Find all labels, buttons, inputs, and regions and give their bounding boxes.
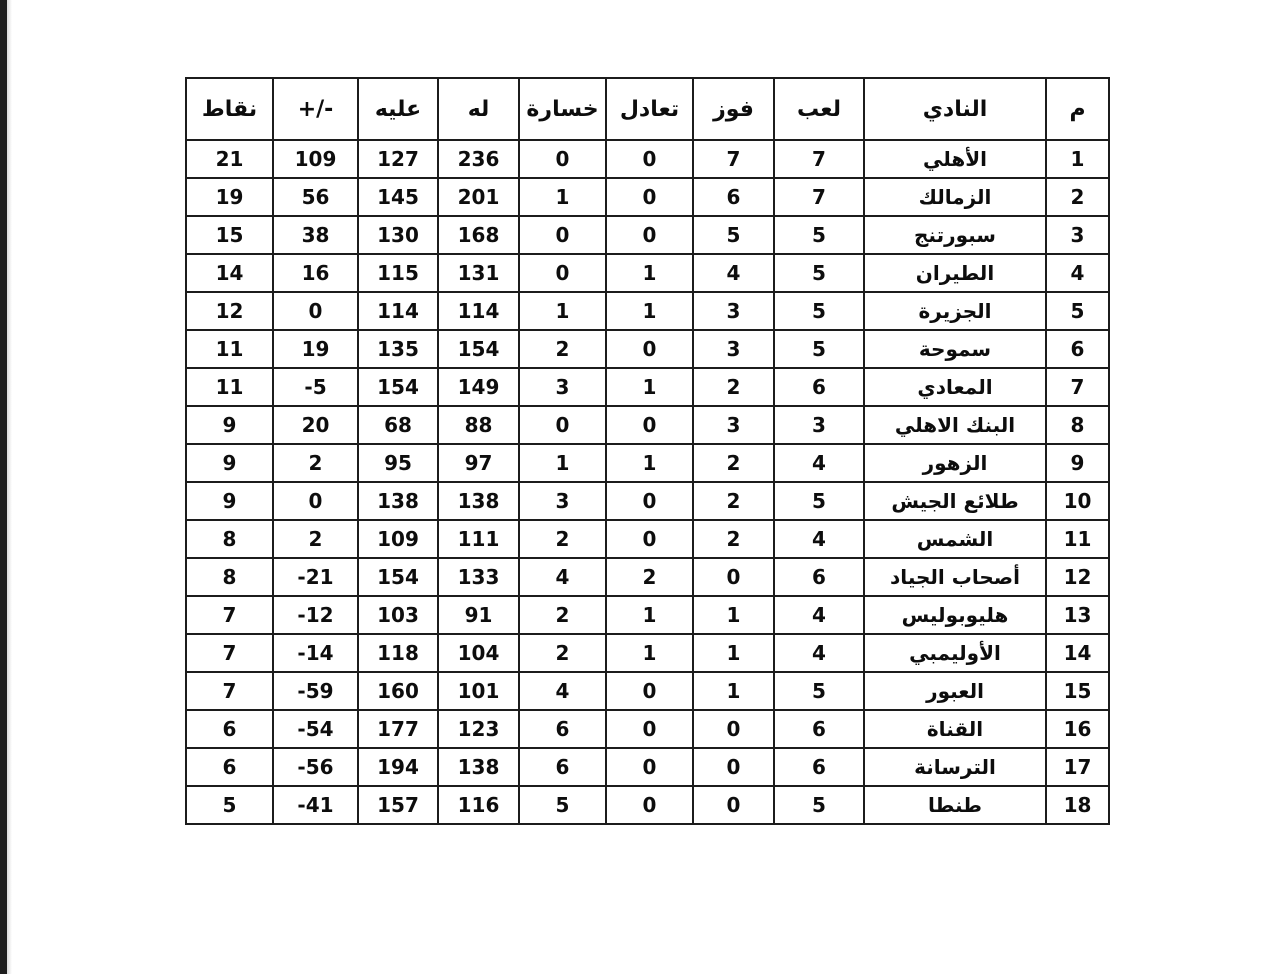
cell-wins: 1 bbox=[693, 596, 774, 634]
cell-losses: 2 bbox=[519, 330, 606, 368]
cell-against: 118 bbox=[358, 634, 438, 672]
cell-draws: 1 bbox=[606, 368, 693, 406]
cell-diff: -14 bbox=[273, 634, 358, 672]
cell-wins: 6 bbox=[693, 178, 774, 216]
table-row bbox=[186, 406, 1109, 444]
table-row bbox=[186, 292, 1109, 330]
cell-for: 138 bbox=[438, 748, 519, 786]
cell-points: 21 bbox=[186, 140, 273, 178]
cell-diff: -5 bbox=[273, 368, 358, 406]
page-left-edge-shadow bbox=[7, 0, 12, 974]
cell-wins: 2 bbox=[693, 520, 774, 558]
cell-wins: 4 bbox=[693, 254, 774, 292]
cell-played: 4 bbox=[774, 444, 864, 482]
cell-rank: 8 bbox=[1046, 406, 1109, 444]
cell-club: المعادي bbox=[864, 368, 1046, 406]
table-row bbox=[186, 558, 1109, 596]
cell-against: 130 bbox=[358, 216, 438, 254]
cell-diff: -21 bbox=[273, 558, 358, 596]
table-row bbox=[186, 368, 1109, 406]
cell-for: 138 bbox=[438, 482, 519, 520]
cell-draws: 0 bbox=[606, 748, 693, 786]
cell-points: 19 bbox=[186, 178, 273, 216]
cell-draws: 0 bbox=[606, 178, 693, 216]
cell-played: 7 bbox=[774, 140, 864, 178]
cell-draws: 0 bbox=[606, 216, 693, 254]
table-row bbox=[186, 140, 1109, 178]
cell-losses: 1 bbox=[519, 178, 606, 216]
cell-wins: 0 bbox=[693, 558, 774, 596]
cell-diff: 56 bbox=[273, 178, 358, 216]
cell-rank: 6 bbox=[1046, 330, 1109, 368]
cell-points: 9 bbox=[186, 482, 273, 520]
header-goals-for: له bbox=[438, 78, 519, 140]
cell-club: الزمالك bbox=[864, 178, 1046, 216]
cell-points: 6 bbox=[186, 710, 273, 748]
cell-for: 168 bbox=[438, 216, 519, 254]
cell-against: 114 bbox=[358, 292, 438, 330]
cell-wins: 3 bbox=[693, 330, 774, 368]
cell-for: 114 bbox=[438, 292, 519, 330]
cell-against: 109 bbox=[358, 520, 438, 558]
cell-played: 5 bbox=[774, 330, 864, 368]
table-row bbox=[186, 444, 1109, 482]
standings-body bbox=[186, 140, 1109, 824]
page-left-edge-strip bbox=[0, 0, 7, 974]
cell-club: البنك الاهلي bbox=[864, 406, 1046, 444]
cell-played: 3 bbox=[774, 406, 864, 444]
table-row bbox=[186, 710, 1109, 748]
cell-against: 145 bbox=[358, 178, 438, 216]
cell-played: 7 bbox=[774, 178, 864, 216]
cell-played: 6 bbox=[774, 368, 864, 406]
cell-draws: 1 bbox=[606, 254, 693, 292]
cell-against: 157 bbox=[358, 786, 438, 824]
header-losses: خسارة bbox=[519, 78, 606, 140]
cell-rank: 2 bbox=[1046, 178, 1109, 216]
cell-played: 6 bbox=[774, 710, 864, 748]
table-row bbox=[186, 748, 1109, 786]
cell-diff: 38 bbox=[273, 216, 358, 254]
cell-rank: 16 bbox=[1046, 710, 1109, 748]
cell-played: 5 bbox=[774, 216, 864, 254]
table-row bbox=[186, 254, 1109, 292]
cell-losses: 2 bbox=[519, 596, 606, 634]
cell-wins: 1 bbox=[693, 672, 774, 710]
header-goals-against: عليه bbox=[358, 78, 438, 140]
cell-club: سبورتنج bbox=[864, 216, 1046, 254]
table-row bbox=[186, 634, 1109, 672]
cell-for: 131 bbox=[438, 254, 519, 292]
cell-wins: 3 bbox=[693, 406, 774, 444]
cell-wins: 3 bbox=[693, 292, 774, 330]
cell-draws: 0 bbox=[606, 330, 693, 368]
cell-wins: 0 bbox=[693, 786, 774, 824]
cell-club: الترسانة bbox=[864, 748, 1046, 786]
cell-draws: 0 bbox=[606, 786, 693, 824]
cell-diff: 16 bbox=[273, 254, 358, 292]
cell-points: 8 bbox=[186, 558, 273, 596]
cell-for: 236 bbox=[438, 140, 519, 178]
cell-against: 127 bbox=[358, 140, 438, 178]
cell-losses: 6 bbox=[519, 710, 606, 748]
cell-losses: 2 bbox=[519, 520, 606, 558]
cell-for: 101 bbox=[438, 672, 519, 710]
cell-wins: 5 bbox=[693, 216, 774, 254]
cell-draws: 0 bbox=[606, 672, 693, 710]
cell-rank: 18 bbox=[1046, 786, 1109, 824]
cell-diff: -54 bbox=[273, 710, 358, 748]
cell-rank: 14 bbox=[1046, 634, 1109, 672]
header-rank: م bbox=[1046, 78, 1109, 140]
cell-for: 104 bbox=[438, 634, 519, 672]
cell-against: 103 bbox=[358, 596, 438, 634]
cell-for: 154 bbox=[438, 330, 519, 368]
cell-diff: 20 bbox=[273, 406, 358, 444]
cell-losses: 0 bbox=[519, 140, 606, 178]
table-row bbox=[186, 786, 1109, 824]
cell-losses: 2 bbox=[519, 634, 606, 672]
table-row bbox=[186, 178, 1109, 216]
cell-rank: 4 bbox=[1046, 254, 1109, 292]
cell-losses: 1 bbox=[519, 292, 606, 330]
cell-against: 95 bbox=[358, 444, 438, 482]
cell-rank: 10 bbox=[1046, 482, 1109, 520]
cell-losses: 4 bbox=[519, 672, 606, 710]
cell-draws: 0 bbox=[606, 520, 693, 558]
cell-wins: 1 bbox=[693, 634, 774, 672]
cell-club: الشمس bbox=[864, 520, 1046, 558]
cell-rank: 11 bbox=[1046, 520, 1109, 558]
header-draws: تعادل bbox=[606, 78, 693, 140]
cell-draws: 1 bbox=[606, 444, 693, 482]
cell-diff: 2 bbox=[273, 444, 358, 482]
cell-points: 14 bbox=[186, 254, 273, 292]
cell-diff: 109 bbox=[273, 140, 358, 178]
cell-for: 149 bbox=[438, 368, 519, 406]
header-row bbox=[186, 78, 1109, 140]
cell-club: هليوبوليس bbox=[864, 596, 1046, 634]
cell-points: 11 bbox=[186, 330, 273, 368]
cell-diff: -12 bbox=[273, 596, 358, 634]
cell-wins: 0 bbox=[693, 748, 774, 786]
cell-points: 7 bbox=[186, 672, 273, 710]
cell-points: 9 bbox=[186, 406, 273, 444]
cell-club: القناة bbox=[864, 710, 1046, 748]
cell-for: 91 bbox=[438, 596, 519, 634]
cell-rank: 17 bbox=[1046, 748, 1109, 786]
cell-club: العبور bbox=[864, 672, 1046, 710]
header-points: نقاط bbox=[186, 78, 273, 140]
cell-points: 6 bbox=[186, 748, 273, 786]
cell-club: الطيران bbox=[864, 254, 1046, 292]
table-row bbox=[186, 216, 1109, 254]
cell-club: الأهلي bbox=[864, 140, 1046, 178]
cell-diff: 19 bbox=[273, 330, 358, 368]
cell-club: أصحاب الجياد bbox=[864, 558, 1046, 596]
cell-draws: 0 bbox=[606, 140, 693, 178]
cell-for: 201 bbox=[438, 178, 519, 216]
header-played: لعب bbox=[774, 78, 864, 140]
table-header bbox=[186, 78, 1109, 140]
cell-rank: 7 bbox=[1046, 368, 1109, 406]
table-row bbox=[186, 482, 1109, 520]
cell-diff: -41 bbox=[273, 786, 358, 824]
cell-points: 9 bbox=[186, 444, 273, 482]
cell-for: 111 bbox=[438, 520, 519, 558]
table-row bbox=[186, 596, 1109, 634]
cell-draws: 0 bbox=[606, 482, 693, 520]
cell-played: 5 bbox=[774, 292, 864, 330]
cell-for: 123 bbox=[438, 710, 519, 748]
cell-against: 194 bbox=[358, 748, 438, 786]
cell-losses: 6 bbox=[519, 748, 606, 786]
league-standings-table bbox=[185, 77, 1110, 825]
cell-club: سموحة bbox=[864, 330, 1046, 368]
cell-against: 154 bbox=[358, 558, 438, 596]
cell-points: 8 bbox=[186, 520, 273, 558]
cell-diff: 0 bbox=[273, 482, 358, 520]
cell-draws: 1 bbox=[606, 292, 693, 330]
cell-played: 5 bbox=[774, 786, 864, 824]
cell-rank: 5 bbox=[1046, 292, 1109, 330]
cell-losses: 4 bbox=[519, 558, 606, 596]
cell-points: 7 bbox=[186, 634, 273, 672]
cell-against: 68 bbox=[358, 406, 438, 444]
cell-for: 97 bbox=[438, 444, 519, 482]
cell-played: 5 bbox=[774, 254, 864, 292]
cell-club: طنطا bbox=[864, 786, 1046, 824]
cell-against: 177 bbox=[358, 710, 438, 748]
cell-diff: -59 bbox=[273, 672, 358, 710]
header-wins: فوز bbox=[693, 78, 774, 140]
cell-draws: 1 bbox=[606, 634, 693, 672]
cell-club: الزهور bbox=[864, 444, 1046, 482]
cell-losses: 0 bbox=[519, 406, 606, 444]
cell-against: 154 bbox=[358, 368, 438, 406]
cell-for: 88 bbox=[438, 406, 519, 444]
cell-points: 5 bbox=[186, 786, 273, 824]
header-club: النادي bbox=[864, 78, 1046, 140]
cell-losses: 3 bbox=[519, 482, 606, 520]
cell-wins: 2 bbox=[693, 444, 774, 482]
cell-against: 160 bbox=[358, 672, 438, 710]
cell-points: 11 bbox=[186, 368, 273, 406]
cell-played: 5 bbox=[774, 672, 864, 710]
cell-played: 4 bbox=[774, 634, 864, 672]
table-row bbox=[186, 520, 1109, 558]
cell-draws: 2 bbox=[606, 558, 693, 596]
cell-rank: 9 bbox=[1046, 444, 1109, 482]
cell-against: 138 bbox=[358, 482, 438, 520]
cell-rank: 3 bbox=[1046, 216, 1109, 254]
header-goal-diff: +/- bbox=[273, 78, 358, 140]
cell-rank: 1 bbox=[1046, 140, 1109, 178]
cell-club: طلائع الجيش bbox=[864, 482, 1046, 520]
cell-played: 6 bbox=[774, 748, 864, 786]
cell-wins: 2 bbox=[693, 368, 774, 406]
cell-losses: 3 bbox=[519, 368, 606, 406]
cell-club: الجزيرة bbox=[864, 292, 1046, 330]
table-row bbox=[186, 672, 1109, 710]
cell-rank: 12 bbox=[1046, 558, 1109, 596]
cell-against: 115 bbox=[358, 254, 438, 292]
cell-rank: 13 bbox=[1046, 596, 1109, 634]
cell-wins: 7 bbox=[693, 140, 774, 178]
cell-points: 15 bbox=[186, 216, 273, 254]
cell-for: 116 bbox=[438, 786, 519, 824]
table-row bbox=[186, 330, 1109, 368]
cell-points: 12 bbox=[186, 292, 273, 330]
cell-club: الأوليمبي bbox=[864, 634, 1046, 672]
cell-losses: 1 bbox=[519, 444, 606, 482]
cell-played: 5 bbox=[774, 482, 864, 520]
cell-rank: 15 bbox=[1046, 672, 1109, 710]
cell-played: 4 bbox=[774, 596, 864, 634]
cell-draws: 1 bbox=[606, 596, 693, 634]
cell-against: 135 bbox=[358, 330, 438, 368]
cell-wins: 2 bbox=[693, 482, 774, 520]
cell-losses: 0 bbox=[519, 254, 606, 292]
cell-diff: -56 bbox=[273, 748, 358, 786]
cell-diff: 2 bbox=[273, 520, 358, 558]
cell-played: 4 bbox=[774, 520, 864, 558]
cell-losses: 5 bbox=[519, 786, 606, 824]
cell-losses: 0 bbox=[519, 216, 606, 254]
cell-diff: 0 bbox=[273, 292, 358, 330]
cell-draws: 0 bbox=[606, 406, 693, 444]
cell-points: 7 bbox=[186, 596, 273, 634]
cell-draws: 0 bbox=[606, 710, 693, 748]
cell-played: 6 bbox=[774, 558, 864, 596]
cell-for: 133 bbox=[438, 558, 519, 596]
cell-wins: 0 bbox=[693, 710, 774, 748]
